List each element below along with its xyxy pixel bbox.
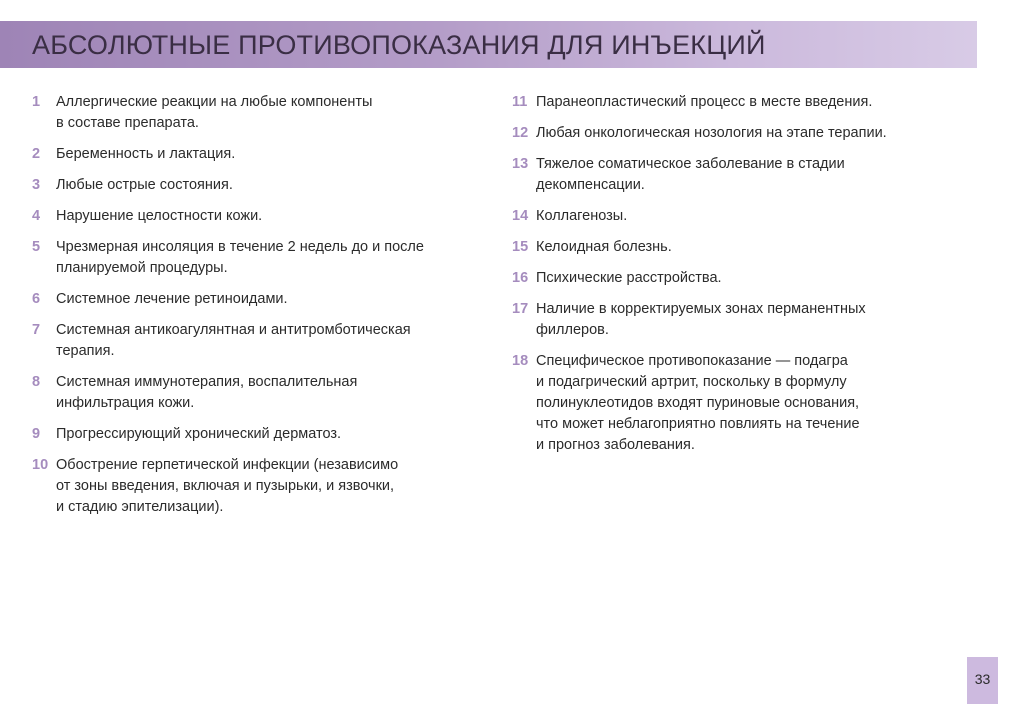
item-text bbox=[536, 299, 982, 341]
list-item bbox=[32, 424, 482, 445]
item-text-line: Специфическое противопоказание — подагра bbox=[536, 353, 848, 369]
list-item bbox=[32, 237, 482, 279]
item-number: 2 bbox=[32, 146, 41, 162]
list-item bbox=[512, 123, 982, 144]
list-item bbox=[32, 289, 482, 310]
item-text bbox=[56, 92, 482, 134]
list-item bbox=[512, 351, 982, 456]
item-text bbox=[56, 237, 482, 279]
item-text bbox=[56, 455, 482, 518]
item-text-line: Прогрессирующий хронический дерматоз. bbox=[56, 426, 342, 442]
item-number: 8 bbox=[32, 374, 41, 390]
item-text-line: что может неблагоприятно повлиять на течение bbox=[536, 416, 860, 432]
item-text-line: Системная антикоагулянтная и антитромботическая bbox=[56, 322, 411, 338]
item-number: 15 bbox=[512, 239, 529, 255]
item-text-line: и подагрический артрит, поскольку в формулу bbox=[536, 374, 847, 390]
item-number: 16 bbox=[512, 270, 529, 286]
item-text-line: Психические расстройства. bbox=[536, 270, 722, 286]
item-number: 12 bbox=[512, 125, 529, 141]
item-text-line: в составе препарата. bbox=[56, 115, 199, 131]
item-text bbox=[536, 154, 982, 196]
item-text-line: Беременность и лактация. bbox=[56, 146, 236, 162]
page-title: АБСОЛЮТНЫЕ ПРОТИВОПОКАЗАНИЯ ДЛЯ ИНЪЕКЦИЙ bbox=[32, 30, 766, 60]
item-text-line: и прогноз заболевания. bbox=[536, 437, 695, 453]
item-text bbox=[56, 320, 482, 362]
item-number: 10 bbox=[32, 457, 49, 473]
item-number: 18 bbox=[512, 353, 529, 369]
item-text-line: Паранеопластический процесс в месте введения. bbox=[536, 94, 873, 110]
item-text-line: Аллергические реакции на любые компоненты bbox=[56, 94, 373, 110]
item-text bbox=[56, 289, 482, 310]
list-item bbox=[32, 144, 482, 165]
item-text bbox=[56, 424, 482, 445]
list-item bbox=[32, 372, 482, 414]
item-text bbox=[56, 372, 482, 414]
item-number: 1 bbox=[32, 94, 41, 110]
item-text-line: и стадию эпителизации). bbox=[56, 499, 224, 515]
item-text-line: полинуклеотидов входят пуриновые основания, bbox=[536, 395, 860, 411]
item-number: 6 bbox=[32, 291, 41, 307]
item-text-line: Системная иммунотерапия, воспалительная bbox=[56, 374, 358, 390]
item-text-line: Тяжелое соматическое заболевание в стадии bbox=[536, 156, 845, 172]
item-text bbox=[536, 92, 982, 113]
list-item bbox=[32, 92, 482, 134]
item-text-line: Обострение герпетической инфекции (независимо bbox=[56, 457, 399, 473]
list-item bbox=[512, 299, 982, 341]
item-number: 14 bbox=[512, 208, 529, 224]
list-item bbox=[512, 237, 982, 258]
list-item bbox=[32, 455, 482, 518]
list-item bbox=[512, 154, 982, 196]
contraindications-list-right bbox=[512, 92, 982, 466]
list-item bbox=[32, 175, 482, 196]
item-text bbox=[56, 175, 482, 196]
item-text-line: декомпенсации. bbox=[536, 177, 645, 193]
item-text bbox=[536, 351, 982, 456]
item-number: 17 bbox=[512, 301, 529, 317]
item-text bbox=[536, 206, 982, 227]
item-number: 7 bbox=[32, 322, 41, 338]
page-number-box bbox=[967, 657, 998, 704]
item-text-line: Любая онкологическая нозология на этапе терапии. bbox=[536, 125, 887, 141]
item-text-line: Любые острые состояния. bbox=[56, 177, 233, 193]
item-number: 13 bbox=[512, 156, 529, 172]
item-number: 4 bbox=[32, 208, 41, 224]
list-item bbox=[32, 206, 482, 227]
list-item bbox=[32, 320, 482, 362]
item-number: 3 bbox=[32, 177, 41, 193]
item-number: 9 bbox=[32, 426, 41, 442]
item-text-line: от зоны введения, включая и пузырьки, и язвочки, bbox=[56, 478, 395, 494]
item-text bbox=[536, 268, 982, 289]
item-text-line: Келоидная болезнь. bbox=[536, 239, 672, 255]
item-text-line: Коллагенозы. bbox=[536, 208, 628, 224]
item-text bbox=[56, 144, 482, 165]
item-text-line: планируемой процедуры. bbox=[56, 260, 228, 276]
list-item bbox=[512, 206, 982, 227]
item-number: 11 bbox=[512, 94, 528, 110]
item-text bbox=[56, 206, 482, 227]
item-text-line: инфильтрация кожи. bbox=[56, 395, 195, 411]
item-text-line: Наличие в корректируемых зонах перманентных bbox=[536, 301, 866, 317]
title-banner bbox=[0, 21, 977, 68]
contraindications-list-left bbox=[32, 92, 482, 528]
item-text-line: Чрезмерная инсоляция в течение 2 недель до и после bbox=[56, 239, 424, 255]
list-item bbox=[512, 268, 982, 289]
item-text-line: Системное лечение ретиноидами. bbox=[56, 291, 288, 307]
item-text bbox=[536, 123, 982, 144]
item-text-line: терапия. bbox=[56, 343, 115, 359]
list-item bbox=[512, 92, 982, 113]
page-number: 33 bbox=[974, 671, 991, 687]
item-text-line: филлеров. bbox=[536, 322, 609, 338]
item-number: 5 bbox=[32, 239, 41, 255]
item-text bbox=[536, 237, 982, 258]
item-text-line: Нарушение целостности кожи. bbox=[56, 208, 263, 224]
